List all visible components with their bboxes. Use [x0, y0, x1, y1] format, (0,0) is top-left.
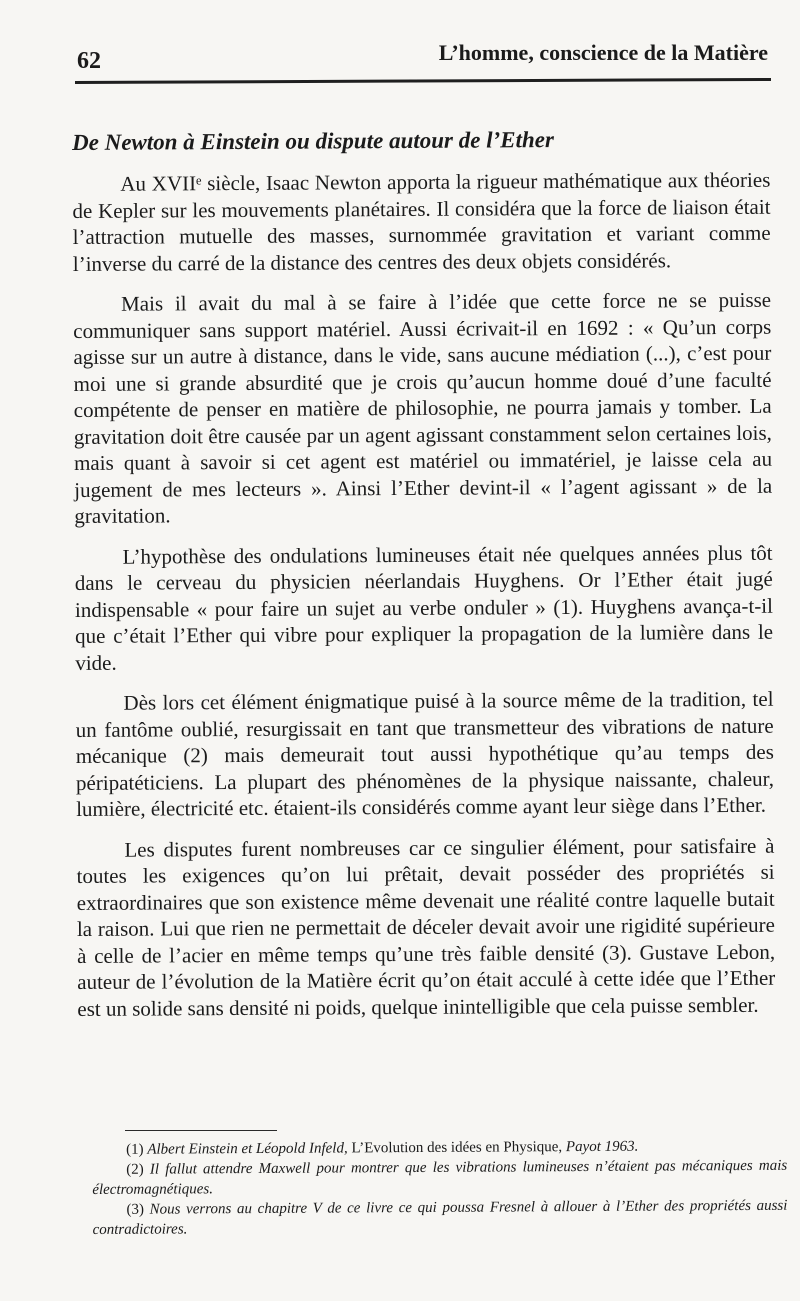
- footnote-marker: (3): [126, 1201, 144, 1218]
- footnote-text: Nous verrons au chapitre V de ce livre ce qui poussa Fresnel à allouer à l’Ether des propriétés aussi contradictoires.: [92, 1197, 788, 1238]
- page-number: 62: [77, 48, 101, 74]
- footnote-marker: (2): [126, 1161, 144, 1178]
- section-title: De Newton à Einstein ou dispute autour de l’Ether: [72, 127, 554, 155]
- footnote-3: [92, 1196, 787, 1240]
- paragraph-ether-element: Dès lors cet élément énigmatique puisé à la source même de la tradition, tel un fantôme oublié, resurgissait en tant que transmetteur des vibrations de nature mécanique (2) mais demeurait tout aussi hypothétique qu’au temps des péripatéticiens. La plupart des phénomènes de la physique naissante, chaleur, lumière, électricité etc. étaient-ils considérés comme ayant leur siège dans l’Ether.: [75, 686, 775, 821]
- footnote-text: Il fallut attendre Maxwell pour montrer que les vibrations lumineuses n’étaient pas mécaniques mais électromagnétiques.: [92, 1157, 788, 1198]
- footnote-rule: [125, 1130, 277, 1131]
- paragraph-newton: Au XVIIᵉ siècle, Isaac Newton apporta la rigueur mathématique aux théories de Kepler sur les mouvements planétaires. Il considéra que la force de liaison était l’attraction mutuelle des masses, surnommée gravitation et variant comme l’inverse du carré de la distance des centres des deux objets considérés.: [72, 167, 771, 276]
- paragraph-quote-1692: Mais il avait du mal à se faire à l’idée que cette force ne se puisse communiquer sans support matériel. Aussi écrivait-il en 1692 : « Qu’un corps agisse sur un autre à distance, dans le vide, sans aucune médiation (...), c’est pour moi une si grande absurdité que je crois qu’aucun homme doué d’une faculté compétente de penser en matière de philosophie, ne pourra jamais y tomber. La gravitation doit être causée par un agent agissant constamment selon certaines lois, mais quant à savoir si cet agent est matériel ou immatériel, je laisse cela au jugement de mes lecteurs ». Ainsi l’Ether devint-il « l’agent agissant » de la gravitation.: [73, 287, 773, 528]
- footnotes: [92, 1136, 788, 1240]
- header-rule: [75, 78, 771, 84]
- paragraph-disputes: Les disputes furent nombreuses car ce singulier élément, pour satisfaire à toutes les exigences qu’on lui prêtait, devait posséder des propriétés si extraordinaires que son existence même devenait une réalité contre laquelle butait la raison. Lui que rien ne permettait de déceler devait avoir une rigidité supérieure à celle de l’acier en même temps qu’une très faible densité (3). Gustave Lebon, auteur de l’évolution de la Matière écrit qu’on était acculé à cette idée que l’Ether est un solide sans densité ni poids, quelque inintelligible que cela puisse sembler.: [76, 833, 776, 1021]
- main-text: [72, 123, 775, 1022]
- footnote-2: [92, 1156, 787, 1200]
- footnote-book-title: L’Evolution des idées en Physique,: [351, 1139, 563, 1157]
- running-title: L’homme, conscience de la Matière: [438, 40, 768, 65]
- paragraph-huyghens: L’hypothèse des ondulations lumineuses était née quelques années plus tôt dans le cerveau du physicien néerlandais Huyghens. Or l’Ether était jugé indispensable « pour faire un sujet au verbe onduler » (1). Huyghens avança-t-il que c’était l’Ether qui vibre pour expliquer la propagation de la lumière dans le vide.: [74, 540, 774, 675]
- footnote-authors: Albert Einstein et Léopold Infeld,: [147, 1140, 348, 1158]
- footnote-publisher: Payot 1963.: [565, 1138, 639, 1156]
- footnote-marker: (1): [126, 1141, 144, 1158]
